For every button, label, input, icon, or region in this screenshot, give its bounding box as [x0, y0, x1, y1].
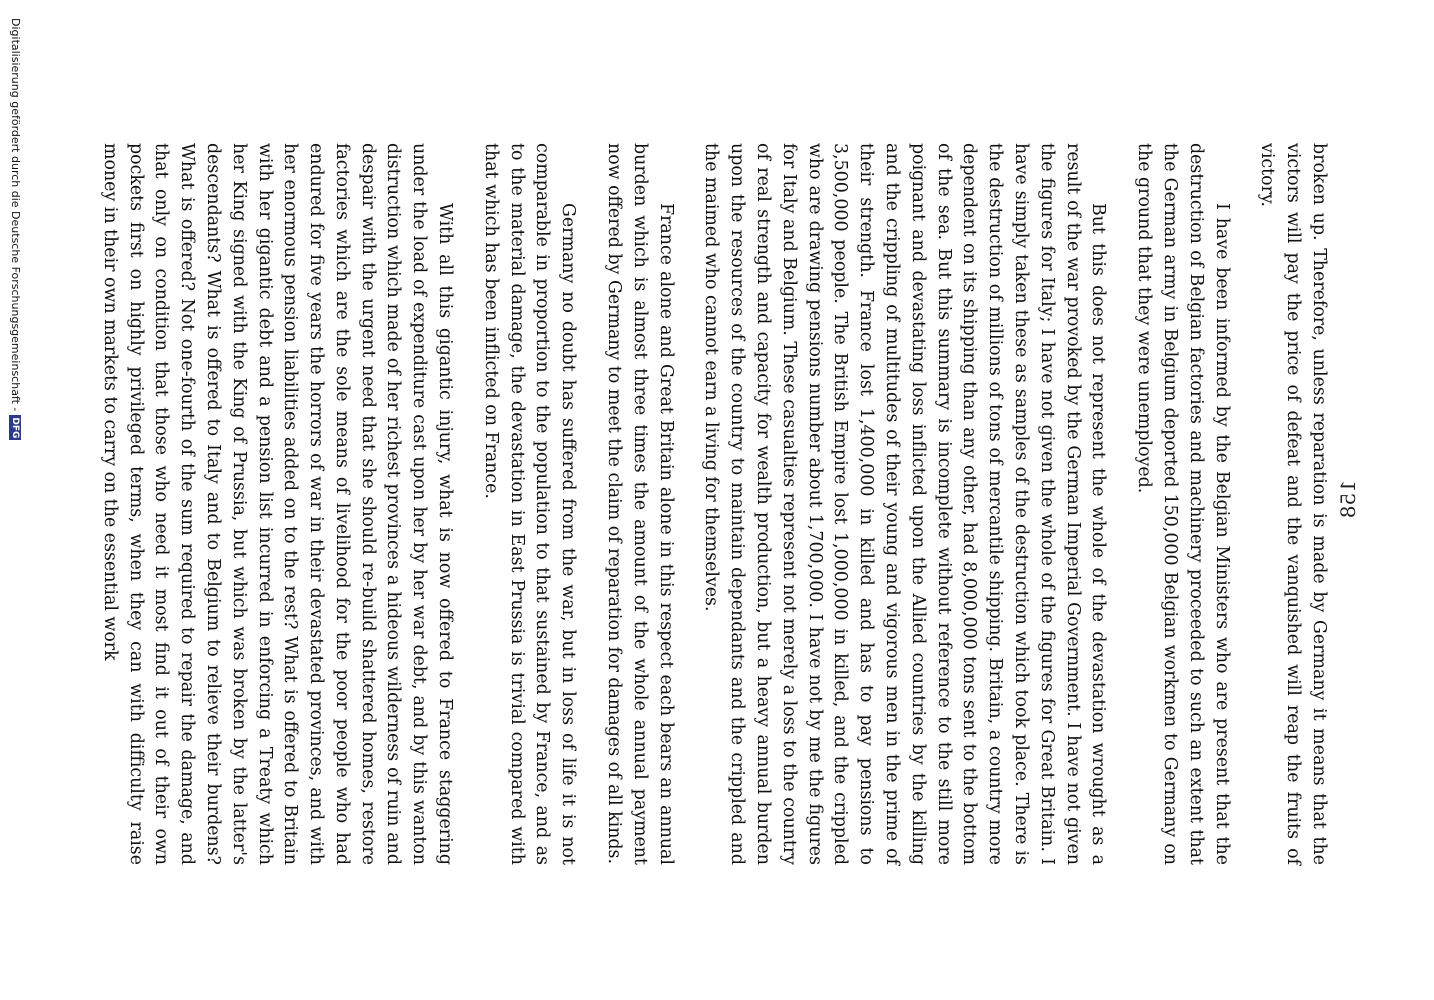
digitization-note	[9, 18, 22, 440]
digitization-note-text: Digitalisierung gefördert durch die Deutsche Forschungsgemeinschaft -	[9, 18, 22, 412]
dfg-logo: DFG	[10, 417, 20, 439]
paragraph: France alone and Great Britain alone in this respect each bears an annual burden which is almost three times the amount of the whole annual payment now offered by Germany to meet the claim of reparation for damages of all kinds.	[604, 143, 676, 865]
paragraph: I have been informed by the Belgian Ministers who are present that the destruction of Belgian factories and machinery proceeded to such an extent that the German army in Belgium deported 150,000 Belgian workmen to Germany on the ground that they were unemployed.	[1134, 143, 1232, 865]
paragraph: With all this gigantic injury, what is now offered to France staggering under the load of expenditure cast upon her by her war debt, and by this wanton distruction which made of her richest provinces a hideous wilderness of ruin and despair with the urgent need that she should re-build shattered homes, restore factories which are the sole means of livelihood for the poor people who had endured for five years the horrors of war in their devastated provinces, and with her enormous pension liabilities added on to the rest? What is offered to Britain with her gigantic debt and a pension list incurred in enforcing a Treaty which her King signed with the King of Prussia, but which was broken by the latter's descendants? What is offered to Italy and to Belgium to relieve their burdens? What is offered? Not one-fourth of the sum required to repair the damage, and that only on condition that those who need it most find it out of their own pockets first on highly privileged terms, when they can with difficulty raise money in their own markets to carry on the essential work	[99, 143, 456, 865]
document-body	[96, 143, 1331, 865]
paragraph: Germany no doubt has suffered from the war, but in loss of life it is not comparable in proportion to the population to that sustained by France, and as to the material damage, the devastation in East Prussia is trivial compared with that which has been inflicted on France.	[480, 143, 579, 865]
paragraph: But this does not represent the whole of the devastation wrought as a result of the war provoked by the German Imperial Government. I have not given the figures for Italy; I have not given the whole of the figures for Great Britain. I have simply taken these as samples of the destruction which took place. There is the destruction of millions of tons of mercantile shipping. Britain, a country more dependent on its shipping than any other, had 8,000,000 tons sent to the bottom of the sea. But this summary is incomplete without reference to the still more poignant and devastating loss inflicted upon the Allied countries by the killing and the crippling of multitudes of their young and vigorous men in the prime of their strength. France lost 1,400,000 in killed and has to pay pensions to 3,500,000 people. The British Empire lost 1,000,000 in killed, and the crippled who are drawing pensions number about 1,700,000. I have not by me the figures for Italy and Belgium. These casualties represent not merely a loss to the country of real strength and capacity for wealth production, but a heavy annual burden upon the resources of the country to maintain dependants and the crippled and the maimed who cannot earn a living for themselves.	[701, 143, 1109, 865]
paragraph: broken up. Therefore, unless reparation is made by Germany it means that the victors will pay the price of defeat and the vanquished will reap the fruits of victory.	[1257, 143, 1329, 865]
page-number: 158	[1336, 480, 1360, 519]
